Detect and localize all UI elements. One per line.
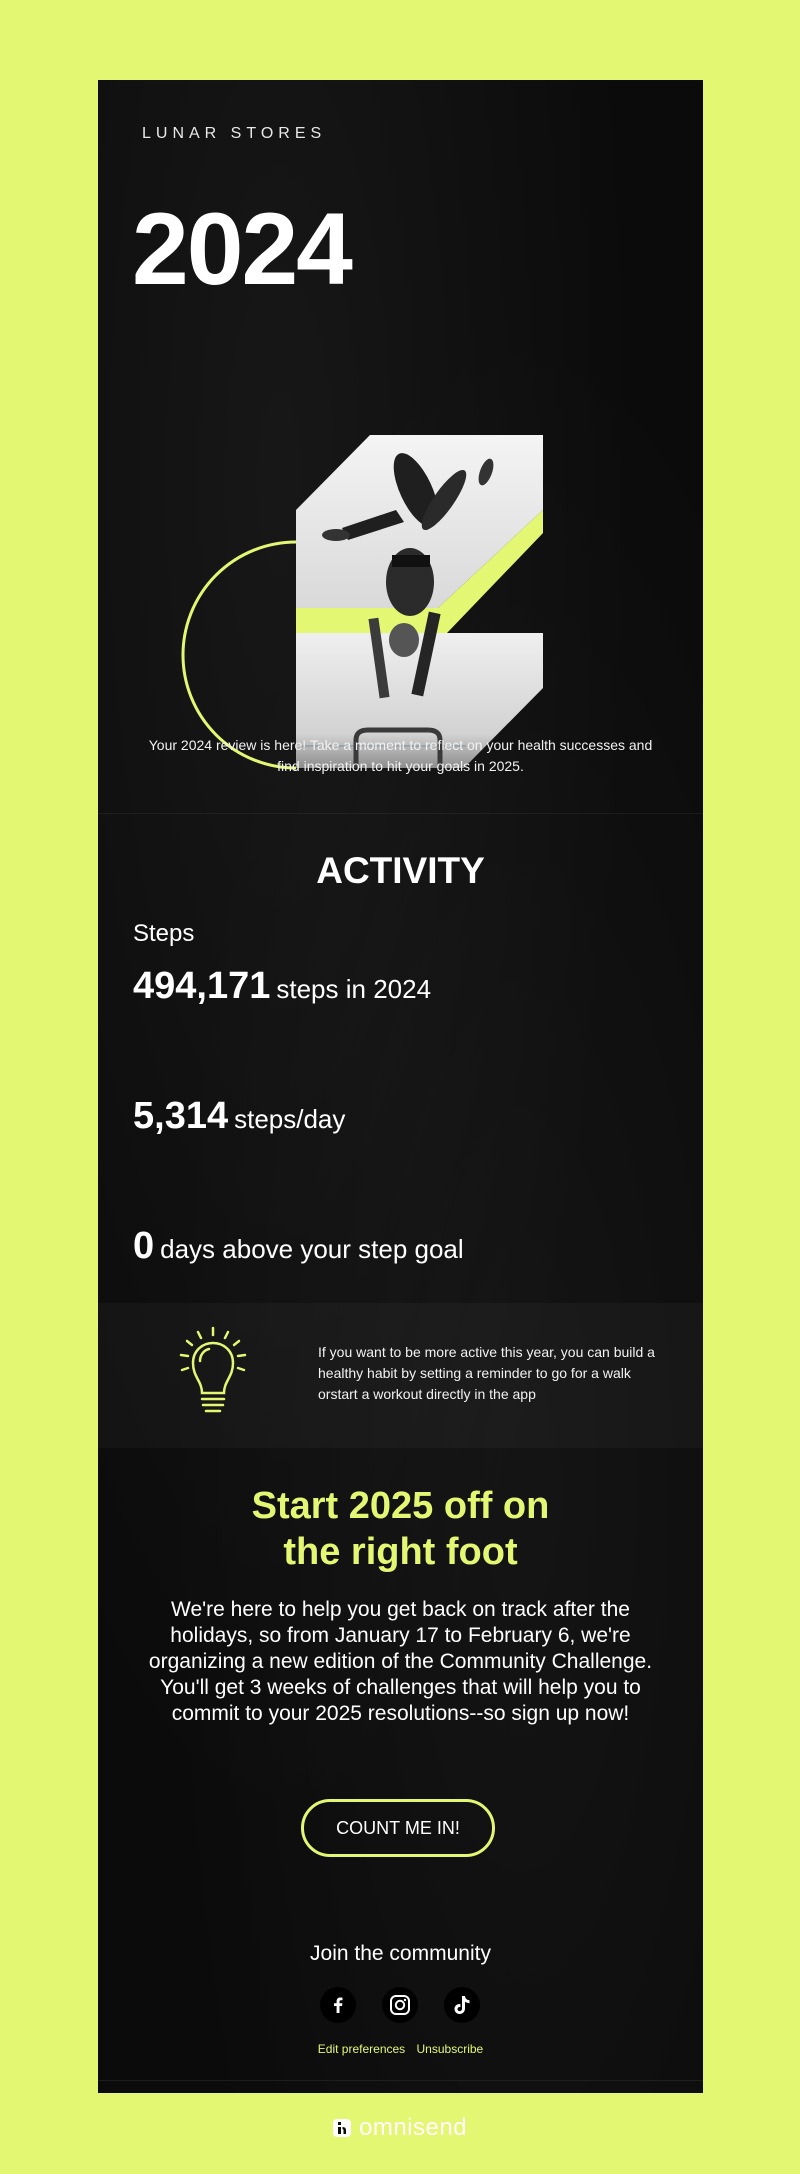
- footer-links: [98, 2042, 703, 2056]
- email-container: [98, 80, 703, 2141]
- unsubscribe-link[interactable]: Unsubscribe: [416, 2042, 484, 2056]
- intro-text: Your 2024 review is here! Take a moment to reflect on your health successes and find inspiration to hit your goals in 2025.: [148, 737, 653, 774]
- stat-unit: steps/day: [234, 1104, 346, 1134]
- community-title: Join the community: [310, 1942, 491, 1965]
- count-me-in-button[interactable]: COUNT ME IN!: [301, 1799, 495, 1857]
- stat-unit: steps in 2024: [276, 974, 432, 1004]
- stat-value: 0: [133, 1225, 155, 1267]
- stat-value: 5,314: [133, 1095, 229, 1137]
- instagram-icon[interactable]: [382, 1987, 418, 2023]
- lightbulb-icon: [178, 1325, 248, 1425]
- cta-title-line: Start 2025 off on: [251, 1485, 550, 1527]
- section-title-activity: ACTIVITY: [316, 850, 485, 891]
- year-title: 2024: [132, 192, 351, 306]
- steps-label: Steps: [133, 920, 195, 947]
- stat-total-steps: [133, 965, 431, 1008]
- facebook-icon[interactable]: [320, 1987, 356, 2023]
- edit-preferences-link[interactable]: Edit preferences: [317, 2042, 406, 2056]
- tip-text: If you want to be more active this year, you can build a healthy habit by setting a reminder to go for a walk orstart a workout directly in the app: [318, 1344, 655, 1402]
- hero-image: [98, 350, 703, 790]
- cta-body: We're here to help you get back on track after the holidays, so from January 17 to February 6, we're organizing a new edition of the Community Challenge. You'll get 3 weeks of challenges that will help you to commit to your 2025 resolutions--so sign up now!: [148, 1598, 653, 1725]
- tiktok-icon[interactable]: [444, 1987, 480, 2023]
- omnisend-mark-icon: [333, 2119, 351, 2137]
- stat-steps-per-day: [133, 1095, 345, 1138]
- omnisend-logo[interactable]: [333, 2115, 467, 2141]
- stat-unit: days above your step goal: [160, 1234, 464, 1264]
- brand-logo: LUNAR STORES: [142, 125, 327, 142]
- omnisend-logo-text: omnisend: [359, 2114, 468, 2141]
- cta-title-line: the right foot: [283, 1531, 518, 1573]
- stat-days-above-goal: [133, 1225, 464, 1268]
- cta-title: [98, 1483, 703, 1575]
- footer-divider: [98, 2080, 703, 2081]
- section-divider: [98, 813, 703, 814]
- stat-value: 494,171: [133, 965, 271, 1007]
